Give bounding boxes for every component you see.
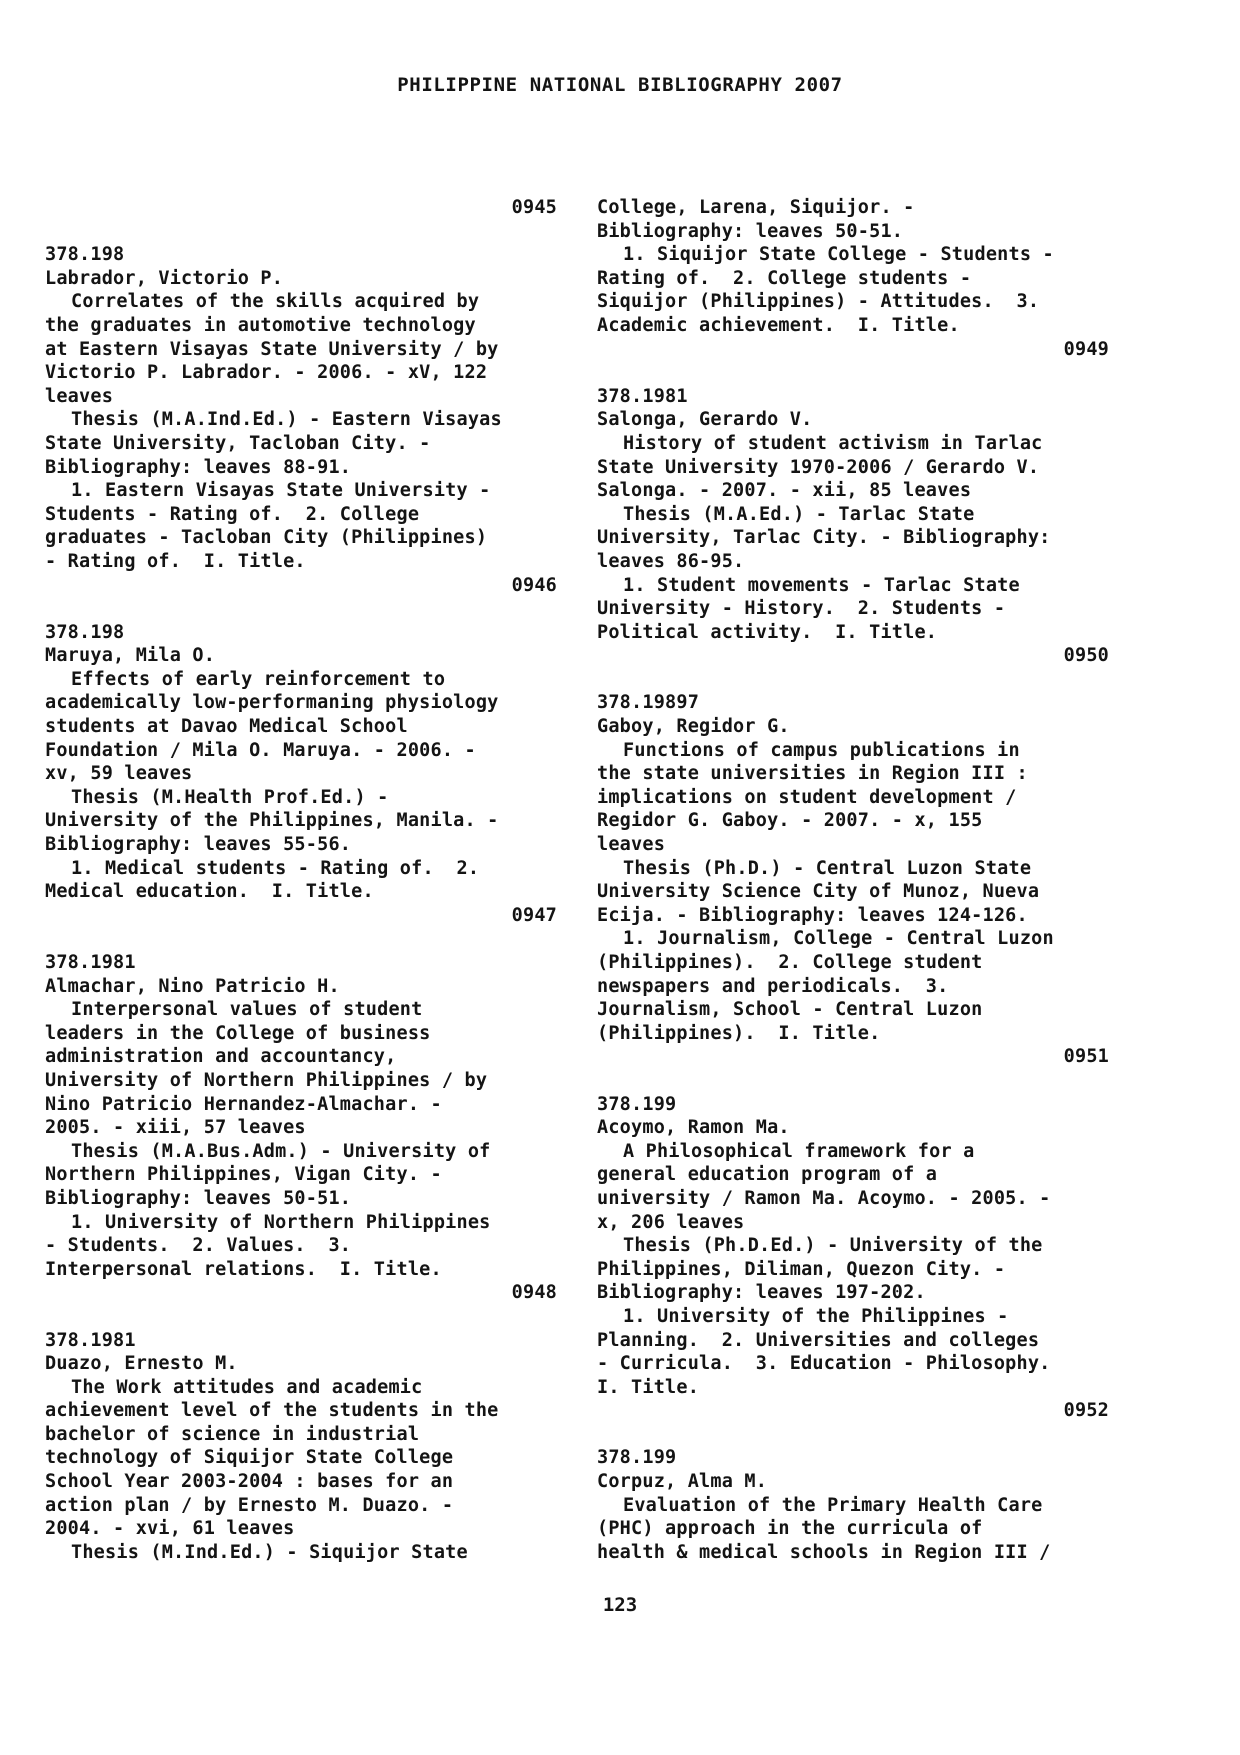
- entry-line: Correlates of the skills acquired by: [71, 291, 480, 313]
- entry-line: State University 1970-2006 / Gerardo V.: [597, 456, 1040, 478]
- entry-line: Maruya, Mila O.: [45, 645, 216, 667]
- entry-number: 0945: [511, 197, 557, 218]
- entry-line: Thesis (Ph.D.Ed.) - University of the: [623, 1235, 1043, 1257]
- entry-number: 0947: [511, 904, 557, 926]
- entry-line: students at Davao Medical School: [45, 716, 408, 738]
- entry-line: Thesis (M.Ind.Ed.) - Siquijor State: [71, 1541, 468, 1563]
- spacer: [45, 220, 557, 244]
- entry-line: - Rating of. I. Title.: [45, 550, 306, 572]
- entry-line: History of student activism in Tarlac: [623, 432, 1043, 454]
- entry-line: 1. Siquijor State College - Students -: [623, 244, 1054, 266]
- entry-line: Labrador, Victorio P.: [45, 267, 284, 289]
- entry-line: Rating of. 2. College students -: [597, 267, 972, 289]
- entry-line: graduates - Tacloban City (Philippines): [45, 527, 488, 549]
- entry-line: Regidor G. Gaboy. - 2007. - x, 155: [597, 810, 983, 832]
- left-column: [45, 196, 557, 1564]
- spacer: [45, 927, 557, 951]
- entry-line: University, Tarlac City. - Bibliography:: [597, 527, 1051, 549]
- entry-line: (Philippines). 2. College student: [597, 952, 983, 973]
- entry-line: Political activity. I. Title.: [597, 621, 938, 643]
- page-number: 123: [602, 1594, 638, 1616]
- entry-line: Bibliography: leaves 50-51.: [597, 220, 904, 242]
- entry-line: university / Ramon Ma. Acoymo. - 2005. -: [597, 1187, 1051, 1209]
- entry-line: 378.1981: [45, 952, 136, 973]
- entry-line: Bibliography: leaves 88-91.: [45, 456, 352, 478]
- entry-line: 1. Journalism, College - Central Luzon: [623, 928, 1054, 950]
- entry-line: (PHC) approach in the curricula of: [597, 1518, 983, 1540]
- entry-line: 1. University of the Philippines -: [623, 1305, 1009, 1327]
- entry-number: 0950: [1063, 645, 1109, 667]
- entry-line: - Curricula. 3. Education - Philosophy.: [597, 1353, 1051, 1375]
- spacer: [45, 597, 557, 621]
- entry-line: University Science City of Munoz, Nueva: [597, 881, 1040, 903]
- entry-line: Functions of campus publications in: [623, 739, 1020, 761]
- entry-line: Academic achievement. I. Title.: [597, 314, 960, 336]
- spacer: [597, 1069, 1109, 1093]
- entry-line: Bibliography: leaves 55-56.: [45, 834, 352, 856]
- entry-line: general education program of a: [597, 1164, 938, 1186]
- entry-line: Bibliography: leaves 50-51.: [45, 1187, 352, 1209]
- entry-line: Duazo, Ernesto M.: [45, 1353, 238, 1375]
- entry-line: Thesis (M.A.Bus.Adm.) - University of: [71, 1140, 491, 1162]
- entry-line: 378.198: [45, 621, 125, 643]
- entry-line: achievement level of the students in the: [45, 1400, 499, 1422]
- entry-line: Philippines, Diliman, Quezon City. -: [597, 1258, 1006, 1280]
- right-column: [597, 196, 1109, 1564]
- page-title: PHILIPPINE NATIONAL BIBLIOGRAPHY 2007: [397, 74, 843, 96]
- entry-line: Thesis (M.A.Ind.Ed.) - Eastern Visayas: [71, 409, 502, 431]
- entry-line: bachelor of science in industrial: [45, 1423, 420, 1445]
- entry-line: Northern Philippines, Vigan City. -: [45, 1164, 442, 1186]
- entry-line: Salonga. - 2007. - xii, 85 leaves: [597, 480, 972, 502]
- entry-line: the graduates in automotive technology: [45, 314, 476, 336]
- entry-line: 2004. - xvi, 61 leaves: [45, 1518, 295, 1540]
- entry-line: newspapers and periodicals. 3.: [597, 975, 949, 997]
- entry-line: health & medical schools in Region III /: [597, 1541, 1051, 1563]
- spacer: [45, 1305, 557, 1329]
- entry-line: 378.1981: [45, 1329, 136, 1351]
- entry-line: Salonga, Gerardo V.: [597, 409, 813, 431]
- entry-line: Almachar, Nino Patricio H.: [45, 975, 340, 997]
- entry-line: at Eastern Visayas State University / by: [45, 338, 499, 360]
- entry-line: University - History. 2. Students -: [597, 598, 1006, 620]
- entry-line: College, Larena, Siquijor. -: [597, 197, 915, 218]
- entry-line: academically low-performaning physiology: [45, 692, 499, 714]
- entry-line: leaves 86-95.: [597, 550, 745, 572]
- entry-line: leaders in the College of business: [45, 1022, 431, 1044]
- entry-number: 0946: [511, 574, 557, 596]
- entry-line: The Work attitudes and academic: [71, 1376, 423, 1398]
- entry-line: Evaluation of the Primary Health Care: [623, 1494, 1043, 1516]
- spacer: [597, 1423, 1109, 1447]
- entry-line: action plan / by Ernesto M. Duazo. -: [45, 1494, 454, 1516]
- entry-line: Thesis (M.Health Prof.Ed.) -: [71, 786, 389, 808]
- entry-line: Siquijor (Philippines) - Attitudes. 3.: [597, 291, 1040, 313]
- entry-line: 1. Eastern Visayas State University -: [71, 480, 491, 502]
- entry-line: Thesis (M.A.Ed.) - Tarlac State: [623, 503, 975, 525]
- entry-line: Medical education. I. Title.: [45, 881, 374, 903]
- entry-line: A Philosophical framework for a: [623, 1140, 975, 1162]
- spacer: [597, 361, 1109, 385]
- entry-line: xv, 59 leaves: [45, 763, 193, 785]
- entry-line: Thesis (Ph.D.) - Central Luzon State: [623, 857, 1032, 879]
- entry-line: Effects of early reinforcement to: [71, 668, 446, 690]
- entry-line: Foundation / Mila O. Maruya. - 2006. -: [45, 739, 476, 761]
- entry-number: 0949: [1063, 338, 1109, 360]
- entry-line: x, 206 leaves: [597, 1211, 745, 1233]
- entry-line: University of the Philippines, Manila. -: [45, 810, 499, 832]
- entry-number: 0951: [1063, 1046, 1109, 1068]
- entry-number: 0952: [1063, 1400, 1109, 1422]
- entry-line: leaves: [597, 834, 666, 856]
- entry-line: Gaboy, Regidor G.: [597, 716, 790, 738]
- entry-line: implications on student development /: [597, 786, 1017, 808]
- entry-line: 1. Medical students - Rating of. 2.: [71, 857, 480, 879]
- entry-line: - Students. 2. Values. 3.: [45, 1235, 352, 1257]
- entry-line: 378.199: [597, 1093, 677, 1115]
- entry-line: 378.19897: [597, 692, 700, 714]
- entry-line: (Philippines). I. Title.: [597, 1022, 881, 1044]
- entry-line: University of Northern Philippines / by: [45, 1069, 488, 1091]
- entry-line: Nino Patricio Hernandez-Almachar. -: [45, 1093, 442, 1115]
- spacer: [597, 668, 1109, 692]
- entry-line: leaves: [45, 385, 114, 407]
- entry-line: 378.199: [597, 1447, 677, 1469]
- entry-line: Interpersonal relations. I. Title.: [45, 1258, 442, 1280]
- entry-line: Acoymo, Ramon Ma.: [597, 1117, 790, 1139]
- entry-line: Bibliography: leaves 197-202.: [597, 1282, 926, 1304]
- entry-line: School Year 2003-2004 : bases for an: [45, 1471, 454, 1493]
- entry-line: 378.1981: [597, 385, 688, 407]
- entry-line: 2005. - xiii, 57 leaves: [45, 1117, 306, 1139]
- entry-line: Planning. 2. Universities and colleges: [597, 1329, 1040, 1351]
- entry-line: Victorio P. Labrador. - 2006. - xV, 122: [45, 362, 488, 384]
- entry-line: Corpuz, Alma M.: [597, 1471, 768, 1493]
- entry-line: Interpersonal values of student: [71, 999, 423, 1021]
- entry-number: 0948: [511, 1282, 557, 1304]
- entry-line: Ecija. - Bibliography: leaves 124-126.: [597, 904, 1028, 926]
- entry-line: 1. University of Northern Philippines: [71, 1211, 491, 1233]
- entry-line: Journalism, School - Central Luzon: [597, 999, 983, 1021]
- entry-line: technology of Siquijor State College: [45, 1447, 454, 1469]
- entry-line: 1. Student movements - Tarlac State: [623, 574, 1020, 596]
- entry-line: 378.198: [45, 244, 125, 266]
- entry-line: Students - Rating of. 2. College: [45, 503, 420, 525]
- entry-line: State University, Tacloban City. -: [45, 432, 431, 454]
- entry-line: administration and accountancy,: [45, 1046, 397, 1068]
- entry-line: I. Title.: [597, 1376, 700, 1398]
- entry-line: the state universities in Region III :: [597, 763, 1028, 785]
